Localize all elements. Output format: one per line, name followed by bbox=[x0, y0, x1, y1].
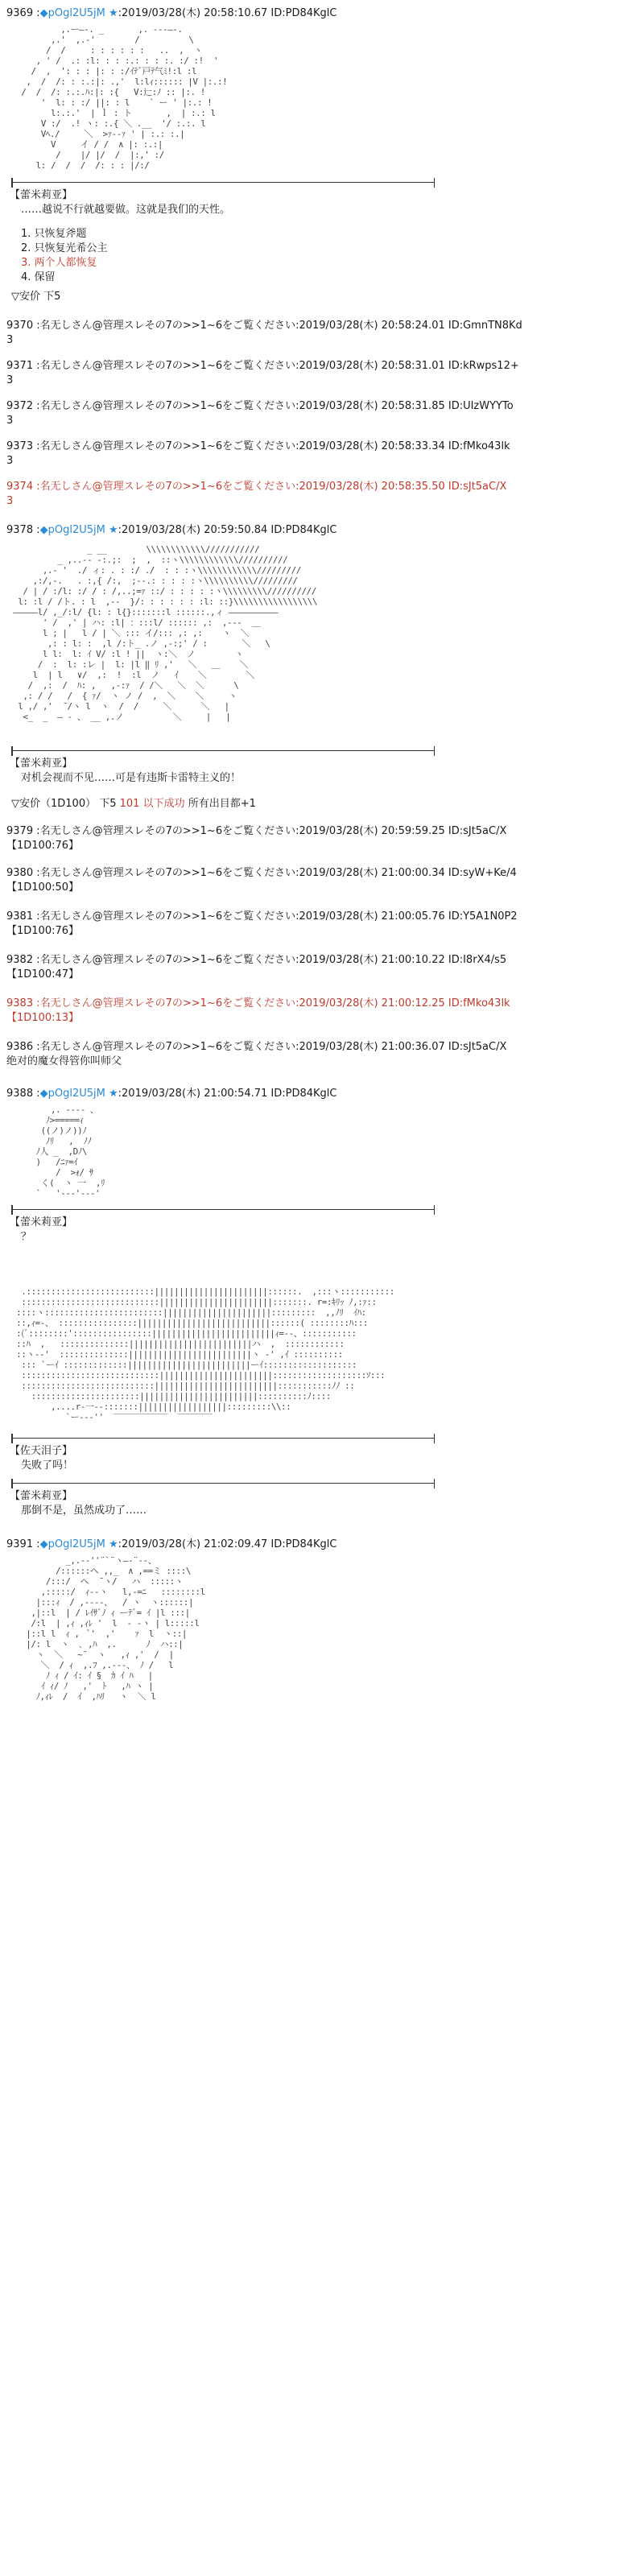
reply-body: 3 bbox=[6, 415, 14, 427]
reply-header: 9380 :名无しさん@管理スレその7の>>1~6をご覧ください:2019/03/28(木) 21:00:00.34 ID:syW+Ke/4 bbox=[6, 867, 517, 879]
post-header bbox=[6, 523, 337, 538]
speech-text: 对机会视而不见……可是有违斯卡雷特主义的！ bbox=[21, 772, 242, 784]
reply-body: 3 bbox=[6, 495, 14, 507]
reply-header: 9379 :名无しさん@管理スレその7の>>1~6をご覧ください:2019/03/28(木) 20:59:59.25 ID:sJt5aC/X bbox=[6, 825, 507, 837]
reply-body: 3 bbox=[6, 455, 14, 467]
tripcode: ◆pOgl2U5jM ★ bbox=[39, 524, 118, 536]
reply-body: 【1D100:50】 bbox=[6, 881, 80, 894]
reply-header: 9370 :名无しさん@管理スレその7の>>1~6をご覧ください:2019/03/28(木) 20:58:24.01 ID:GmnTN8Kd bbox=[6, 320, 522, 332]
dialog-box bbox=[10, 1216, 72, 1245]
ascii-art: ,. ---- 、 ﾉ>=====ｨ ((ノ)ノ))ﾉ ﾉﾘ , ﾉﾉ ﾉ人 _ ,Dﾉ\ ) /ﾆｧ=ｲ / >ｫ/ ｻ く( ヽ 一 ,ﾘ ` '---'---' bbox=[35, 1104, 105, 1199]
vote-success-threshold: 101 以下成功 bbox=[119, 798, 185, 810]
speech-text: ……越说不行就越要做。这就是我们的天性。 bbox=[21, 204, 231, 216]
speech-text: 那倒不是，虽然成功了…… bbox=[21, 1505, 147, 1517]
reply-header: 9371 :名无しさん@管理スレその7の>>1~6をご覧ください:2019/03/28(木) 20:58:31.01 ID:kRwps12+ bbox=[6, 360, 519, 372]
choice-item: 1. 只恢复斧题 bbox=[21, 228, 87, 240]
divider bbox=[11, 750, 435, 751]
post-meta: :2019/03/28(木) 20:58:10.67 ID:PD84KglC bbox=[118, 7, 337, 19]
reply-body: 绝对的魔女得管你叫师父 bbox=[6, 1055, 122, 1067]
divider bbox=[11, 1209, 435, 1210]
vote-instruction: ▽安价 下5 bbox=[11, 291, 61, 303]
vote-instruction bbox=[11, 797, 256, 811]
reply-header: 9386 :名无しさん@管理スレその7の>>1~6をご覧ください:2019/03/28(木) 21:00:36.07 ID:sJt5aC/X bbox=[6, 1041, 507, 1053]
vote-prefix: ▽安价（1D100） 下5 bbox=[11, 798, 120, 810]
tripcode: ◆pOgl2U5jM ★ bbox=[39, 7, 118, 19]
reply-header: 9373 :名无しさん@管理スレその7の>>1~6をご覧ください:2019/03/28(木) 20:58:33.34 ID:fMko43lk bbox=[6, 440, 510, 452]
ascii-art: .::::::::::::::::::::::::::|||||||||||||||||||||||::::::. ,:::ヽ::::::::::: ::::::::::::::::::::::::::::|||||||||||||||||||||||:::::::. r=:ｷﾘｯ ﾉ,:ｧ:: ::::ヽ::::::::::::::::::::::::||||||||||||||||||||||::::::::: ,,ﾉﾘ ｲﾊ: ::,ｨ=‐、 ::::::::::::::::|||||||||||||||||||||||||||::::::( ::::::::ﾊ::: :(ﾞ::::::::'::::::::::::::::|||||||||||||||||||||||||ｨ=‐-、::::::::::: ::ﾊ , ::::::::::::::|||||||||||||||||||||||||ハ , :::::::::::: ::ヽ‐-' ::::::::::::::|||||||||||||||||||||||||ヽ -' ,ｲ :::::::::: ::: `ーｲ :::::::::::::|||||||||||||||||||||||||ーｲ::::::::::::::::::: ::::::::::::::::::::::::::::|||||||||||||||||||||||:::::::::::::::::::ｿ::: :::::::::::::::::::::::::::|||||||||||||||||||||||||:::::::::::ﾉﾉ :: ::::::::::::::::::::::||||||||||||||||||||||||::::::::::ﾉ:::: ,....r‐一-‐:::::::||||||||||||||||||:::::::::\\:: `ー--‐'' ‾‾‾‾‾‾‾‾‾‾‾ ‾‾‾‾‾‾‾ bbox=[16, 1286, 394, 1422]
reply-header: 9374 :名无しさん@管理スレその7の>>1~6をご覧ください:2019/03/28(木) 20:58:35.50 ID:sJt5aC/X bbox=[6, 481, 507, 493]
reply-header: 9372 :名无しさん@管理スレその7の>>1~6をご覧ください:2019/03/28(木) 20:58:31.85 ID:UIzWYYTo bbox=[6, 400, 514, 412]
tripcode: ◆pOgl2U5jM ★ bbox=[39, 1088, 118, 1100]
tripcode: ◆pOgl2U5jM ★ bbox=[39, 1538, 118, 1550]
ascii-art: _ __ \\\\\\\\\\\\/////////// _ ,..-‐ -:.;: ; , ::ヽ\\\\\\\\\\\\////////// ,.- ' ./ ィ: . : :/ ./ : : :ヽ\\\\\\\\\\\\///////// ,:/,-. . :,{ /:, ;--.: : : : :ヽ\\\\\\\\\\///////// / | / :/l: :/ / : /,..;=ｧ ::/ : : : : :ヽ\\\\\\\\\////////// l: :l / /ト. : l ,-‐ }/: : : : : : :l: ::}\\\\\\\\\\\\\\\\\ ―――――l/ ,_/:l/ {l: : l{}:::::::l ::::::.,ィ ―――――――――― ' / ,' | ハ: :l| ：:::l/ :::::: ,: ,--- ＿ l ; | l / | ＼ ::: イ/::: ,: ,: ヽ ＼ ,: : l: : ,l /:ト_ .ノ ,-:;' / : ＼ \ l l: l: ｲ V/ :l ! || ヽ:＼ ノ ヽ / : l: :レ | l: |l ‖ ﾘ ,' ＼ ＿ ＼ l | l ∨/ ,: ! :l ノ ｲ ＼ ＼ / ,: / ﾊ: , ,-:ｧ / /＼ ＼ ＼ \ ,: / / / { ｧ/ ヽ ノ / , ＼ ＼ ヽ l ,/ ,' ̄ /ヽ l ヽ / / ＼ ＼ | <_ _ ― - 、 __ ,.ノ ＼ | | bbox=[13, 544, 317, 722]
post-meta: :2019/03/28(木) 20:59:50.84 ID:PD84KglC bbox=[118, 524, 337, 536]
reply-header: 9383 :名无しさん@管理スレその7の>>1~6をご覧ください:2019/03/28(木) 21:00:12.25 ID:fMko43lk bbox=[6, 997, 510, 1009]
reply-body: 【1D100:76】 bbox=[6, 925, 80, 937]
vote-suffix: 所有出目都+1 bbox=[184, 798, 256, 810]
choice-list bbox=[21, 227, 108, 285]
speaker-name: 【蕾米莉亚】 bbox=[10, 758, 73, 770]
post-header bbox=[6, 6, 337, 21]
ascii-art: ,.ー―-. _ ,. -‐‐―-. ,.' ,.-' / \ / / : : : : : : .. , ヽ , ' / .: :l: : : :.: : : :. :/ :! ' / , ': : : |: : :/ｲﾃﾞ戸ﾃ气ﾐ!:l :l , / /: : :.:|: .,' l:lｨ:::::: |V |:.:! / / /: :.:.ﾊ:|: :{ V:辷:ﾉ :: |:. ! ' l: : :/ ||: : l ` ー ' |:.: ! l:.:.' | ｌ : ト , | :.: l V :/ .! ヽ: :.{ ＼ .__ '/ :.:. l Vﾍ./ ＼ >ｧ-‐ｧ ' | :.: :.| V イ / / ∧ |: :.:| / |/ |/ / |:,' :/ l: / / / /: : : |/:/ bbox=[21, 24, 228, 171]
post-meta: :2019/03/28(木) 21:00:54.71 ID:PD84KglC bbox=[118, 1088, 337, 1100]
choice-item: 2. 只恢复光希公主 bbox=[21, 242, 108, 254]
choice-item: 4. 保留 bbox=[21, 271, 56, 283]
divider bbox=[11, 1438, 435, 1439]
reply-header: 9381 :名无しさん@管理スレその7の>>1~6をご覧ください:2019/03/28(木) 21:00:05.76 ID:Y5A1N0P2 bbox=[6, 910, 518, 923]
speaker-name: 【蕾米莉亚】 bbox=[10, 189, 73, 201]
post-number: 9378 : bbox=[6, 524, 40, 536]
reply-body: 【1D100:47】 bbox=[6, 968, 80, 980]
speech-text: 失败了吗！ bbox=[21, 1459, 74, 1472]
reply-header: 9382 :名无しさん@管理スレその7の>>1~6をご覧ください:2019/03/28(木) 21:00:10.22 ID:I8rX4/s5 bbox=[6, 954, 507, 966]
dialog-box bbox=[10, 757, 241, 786]
speaker-name: 【蕾米莉亚】 bbox=[10, 1216, 73, 1228]
post-meta: :2019/03/28(木) 21:02:09.47 ID:PD84KglC bbox=[118, 1538, 337, 1550]
choice-item: 3. 两个人都恢复 bbox=[21, 257, 97, 269]
post-number: 9369 : bbox=[6, 7, 40, 19]
speaker-name: 【蕾米莉亚】 bbox=[10, 1490, 73, 1502]
post-number: 9388 : bbox=[6, 1088, 40, 1100]
ascii-art: _,.-‐''¨`¨ヽ―‐¨‐-、 /::::::ヘ ,,_ ∧ ,==ミ ::::\ /:::/ ヘ ̄ ヽ/ ハ :::::ヽ ,:::::/ ｨ‐‐ヽ l,-=ﾆ ::::::::l |:::ｨ / ,-‐‐-、 / ヽ ヽ::::::| ,|::l | / ﾚｲｻﾞﾉ ｨ ーﾃﾞ= ｲ |l :::| /:l | ,ｨ ,ｨﾚ ' l - ‐ヽ | l:::::l |::l l ｨ , ﾞ' ,' ｧ l ヽ::| |/: l ヽ ､ ,ﾊ ,. ﾉ ハ::| ヽ ＼ ~¨ ヽ ,ｨ ,' / | ＼ / ｨ ,.ﾌ ,.---、 ﾉ / l ﾉ ｨ / ｲ: ｲ § ｶ ｲ ﾊ | ｲ ｨ/ ﾉ ,' ﾄ ,ﾊ ヽ | ﾉ,ｨﾚ / ｲ ,ﾊﾘ ヽ ＼ l bbox=[26, 1555, 205, 1702]
dialog-box bbox=[10, 188, 230, 217]
post-number: 9391 : bbox=[6, 1538, 40, 1550]
speaker-name: 【佐天泪子】 bbox=[10, 1445, 73, 1457]
dialog-box bbox=[10, 1489, 147, 1518]
post-header bbox=[6, 1538, 337, 1552]
post-header bbox=[6, 1087, 337, 1101]
reply-body: 【1D100:13】 bbox=[6, 1012, 80, 1024]
speech-text: ？ bbox=[21, 1231, 32, 1243]
dialog-box bbox=[10, 1444, 73, 1473]
reply-body: 【1D100:76】 bbox=[6, 840, 80, 852]
divider bbox=[11, 1483, 435, 1484]
divider bbox=[11, 182, 435, 183]
reply-body: 3 bbox=[6, 334, 14, 346]
reply-body: 3 bbox=[6, 374, 14, 386]
